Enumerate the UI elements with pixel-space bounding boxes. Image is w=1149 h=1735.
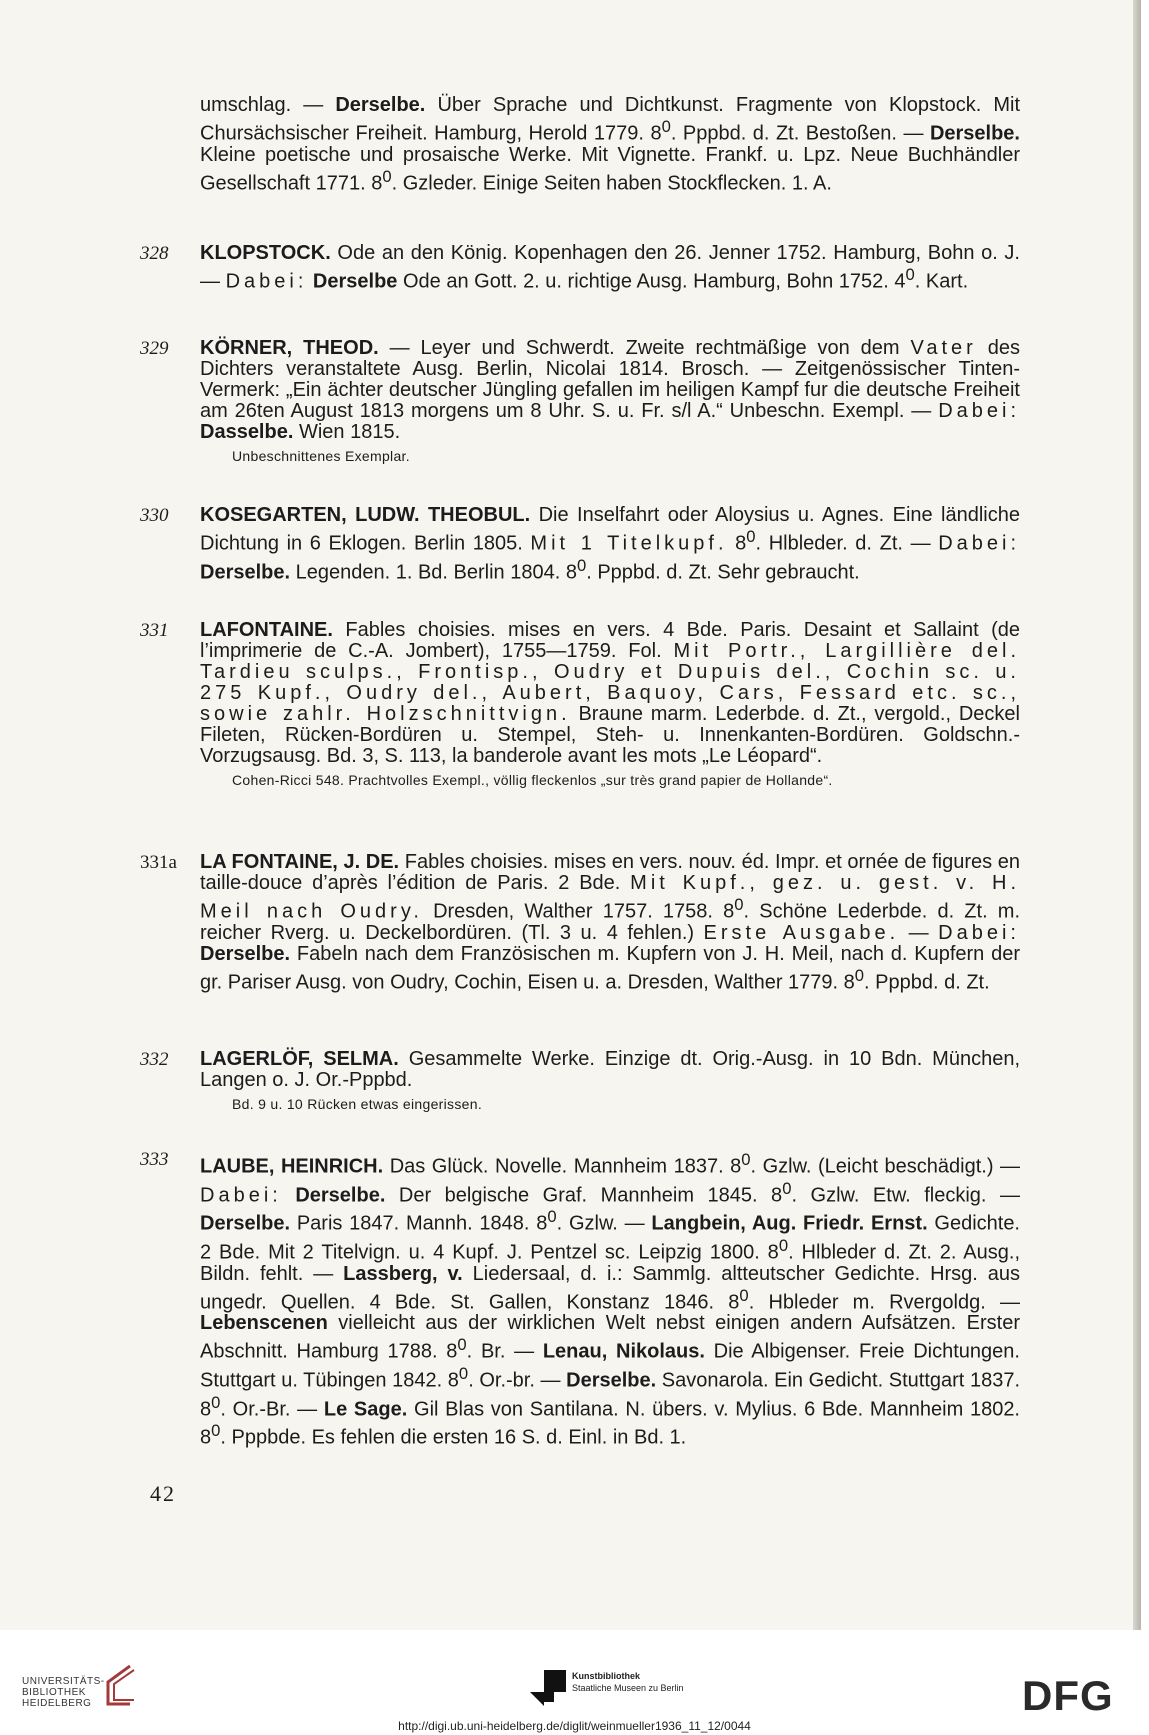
source-url[interactable]: http://digi.ub.uni-heidelberg.de/diglit/weinmueller1936_11_12/0044 xyxy=(398,1719,751,1733)
catalog-entry-328 xyxy=(140,243,1020,293)
dfg-logo: DFG xyxy=(1022,1672,1114,1719)
entry-note: Cohen-Ricci 548. Prachtvolles Exempl., völlig fleckenlos „sur très grand papier de Hollande“. xyxy=(232,772,833,788)
entry-text: KOSEGARTEN, LUDW. THEOBUL. Die Inselfahrt oder Aloysius u. Agnes. Eine ländliche Dichtung in 6 Eklogen. Berlin 1805. Mit 1 Titelkupf. $8^0$. Hlbleder. d. Zt. — Dabei: Derselbe. Legenden. 1. Bd. Berlin 1804. $8^0$. Pppbd. d. Zt. Sehr gebraucht. xyxy=(200,504,1021,584)
catalog-entry-333 xyxy=(140,1149,1020,1449)
kunstbibliothek-label: Kunstbibliothek Staatliche Museen zu Berlin xyxy=(572,1671,684,1693)
entry-note: Unbeschnittenes Exemplar. xyxy=(232,448,410,464)
page-number: 42 xyxy=(150,1481,176,1506)
entry-text: LA FONTAINE, J. DE. Fables choisies. mises en vers. nouv. éd. Impr. et ornée de figures en taille-douce d’après l’édition de Paris. 2 Bde. Mit Kupf., gez. u. gest. v. H. Meil nach Oudry. Dresden, Walther 1757. 1758. $8^0$. Schöne Lederbde. d. Zt. m. reicher Rverg. u. Deckelbordüren. (Tl. 3 u. 4 fehlen.) Erste Ausgabe. — Dabei: Derselbe. Fabeln nach dem Französischen m. Kupfern von J. H. Meil, nach d. Kupfern der gr. Pariser Ausg. von Oudry, Cochin, Eisen u. a. Dresden, Walther 1779. $8^0$. Pppbd. d. Zt. xyxy=(200,851,1021,994)
entry-number: 332 xyxy=(140,1049,169,1070)
catalog-entry-331a xyxy=(140,852,1020,993)
entry-text: LAGERLÖF, SELMA. Gesammelte Werke. Einzige dt. Orig.-Ausg. in 10 Bdn. München, Langen o. J. Or.-Pppbd. Bd. 9 u. 10 Rücken etwas eingerissen. xyxy=(200,1048,1020,1112)
university-library-label: UNIVERSITÄTS- BIBLIOTHEK HEIDELBERG xyxy=(22,1676,105,1709)
entry-number: 333 xyxy=(140,1149,169,1170)
page-edge-shadow xyxy=(1133,0,1141,1630)
entry-number: 331 xyxy=(140,620,169,641)
entry-number: 331a xyxy=(140,852,177,873)
catalog-entry-332 xyxy=(140,1049,1020,1113)
university-logo-icon xyxy=(100,1664,138,1708)
entry-number: 329 xyxy=(140,338,169,359)
catalog-entry-329 xyxy=(140,338,1020,465)
entry-note: Bd. 9 u. 10 Rücken etwas eingerissen. xyxy=(232,1096,483,1112)
continued-entry-text: umschlag. — Derselbe. Über Sprache und Dichtkunst. Fragmente von Klopstock. Mit Chursächsischer Freiheit. Hamburg, Herold 1779. $8^0$. Pppbd. d. Zt. Bestoßen. — Derselbe. Kleine poetische und prosaische Werke. Mit Vignette. Frankf. u. Lpz. Neue Buchhändler Gesellschaft 1771. $8^0$. Gzleder. Einige Seiten haben Stockflecken. 1. A. xyxy=(200,94,1020,195)
entry-number: 328 xyxy=(140,243,169,264)
kunstbibliothek-logo-icon xyxy=(530,1670,566,1706)
entry-text: LAFONTAINE. Fables choisies. mises en vers. 4 Bde. Paris. Desaint et Sallaint (de l’imprimerie de C.-A. Jombert), 1755—1759. Fol. Mit Portr., Largillière del. Tardieu sculps., Frontisp., Oudry et Dupuis del., Cochin sc. u. 275 Kupf., Oudry del., Aubert, Baquoy, Cars, Fessard etc. sc., sowie zahlr. Holzschnittvign. Braune marm. Lederbde. d. Zt., vergold., Deckel Fileten, Rücken-Bordüren u. Stempel, Steh- u. Innenkanten-Bordüren. Goldschn.-Vorzugsausg. Bd. 3, S. 113, la banderole avant les mots „Le Léopard“. Cohen-Ricci 548. Prachtvolles Exempl., völlig fleckenlos „sur très grand papier de Hollande“. xyxy=(200,619,1020,788)
entry-text: KLOPSTOCK. Ode an den König. Kopenhagen den 26. Jenner 1752. Hamburg, Bohn o. J. — Dabei: Derselbe Ode an Gott. 2. u. richtige Ausg. Hamburg, Bohn 1752. $4^0$. Kart. xyxy=(200,242,1020,293)
entry-number: 330 xyxy=(140,505,169,526)
entry-text: LAUBE, HEINRICH. Das Glück. Novelle. Mannheim 1837. $8^0$. Gzlw. (Leicht beschädigt.) — Dabei: Derselbe. Der belgische Graf. Mannheim 1845. $8^0$. Gzlw. Etw. fleckig. — Derselbe. Paris 1847. Mannh. 1848. $8^0$. Gzlw. — Langbein, Aug. Friedr. Ernst. Gedichte. 2 Bde. Mit 2 Titelvign. u. 4 Kupf. J. Pentzel sc. Leipzig 1800. $8^0$. Hlbleder d. Zt. 2. Ausg., Bildn. fehlt. — Lassberg, v. Liedersaal, d. i.: Sammlg. altteutscher Gedichte. Hrsg. aus ungedr. Quellen. 4 Bde. St. Gallen, Konstanz 1846. $8^0$. Hbleder m. Rvergoldg. — Lebenscenen vielleicht aus der wirklichen Welt nebst einigen andern Aufsätzen. Erster Abschnitt. Hamburg 1788. $8^0$. Br. — Lenau, Nikolaus. Die Albigenser. Freie Dichtungen. Stuttgart u. Tübingen 1842. $8^0$. Or.-br. — Derselbe. Savonarola. Ein Gedicht. Stuttgart 1837. $8^0$. Or.-Br. — Le Sage. Gil Blas von Santilana. N. übers. v. Mylius. 6 Bde. Mannheim 1802. $8^0$. Pppbde. Es fehlen die ersten 16 S. d. Einl. in Bd. 1. xyxy=(200,1150,1021,1449)
catalog-entry-331 xyxy=(140,620,1020,789)
digitization-footer xyxy=(0,1630,1149,1735)
entry-text: KÖRNER, THEOD. — Leyer und Schwerdt. Zweite rechtmäßige von dem Vater des Dichters veranstaltete Ausg. Berlin, Nicolai 1814. Brosch. — Zeitgenössischer Tinten-Vermerk: „Ein ächter deutscher Jüngling gefallen im heiligen Kampf fur die deutsche Freiheit am 26ten August 1813 morgens um 8 Uhr. S. u. Fr. s/l A.“ Unbeschn. Exempl. — Dabei: Dasselbe. Wien 1815. Unbeschnittenes Exemplar. xyxy=(200,337,1020,464)
catalog-entry-330 xyxy=(140,505,1020,583)
